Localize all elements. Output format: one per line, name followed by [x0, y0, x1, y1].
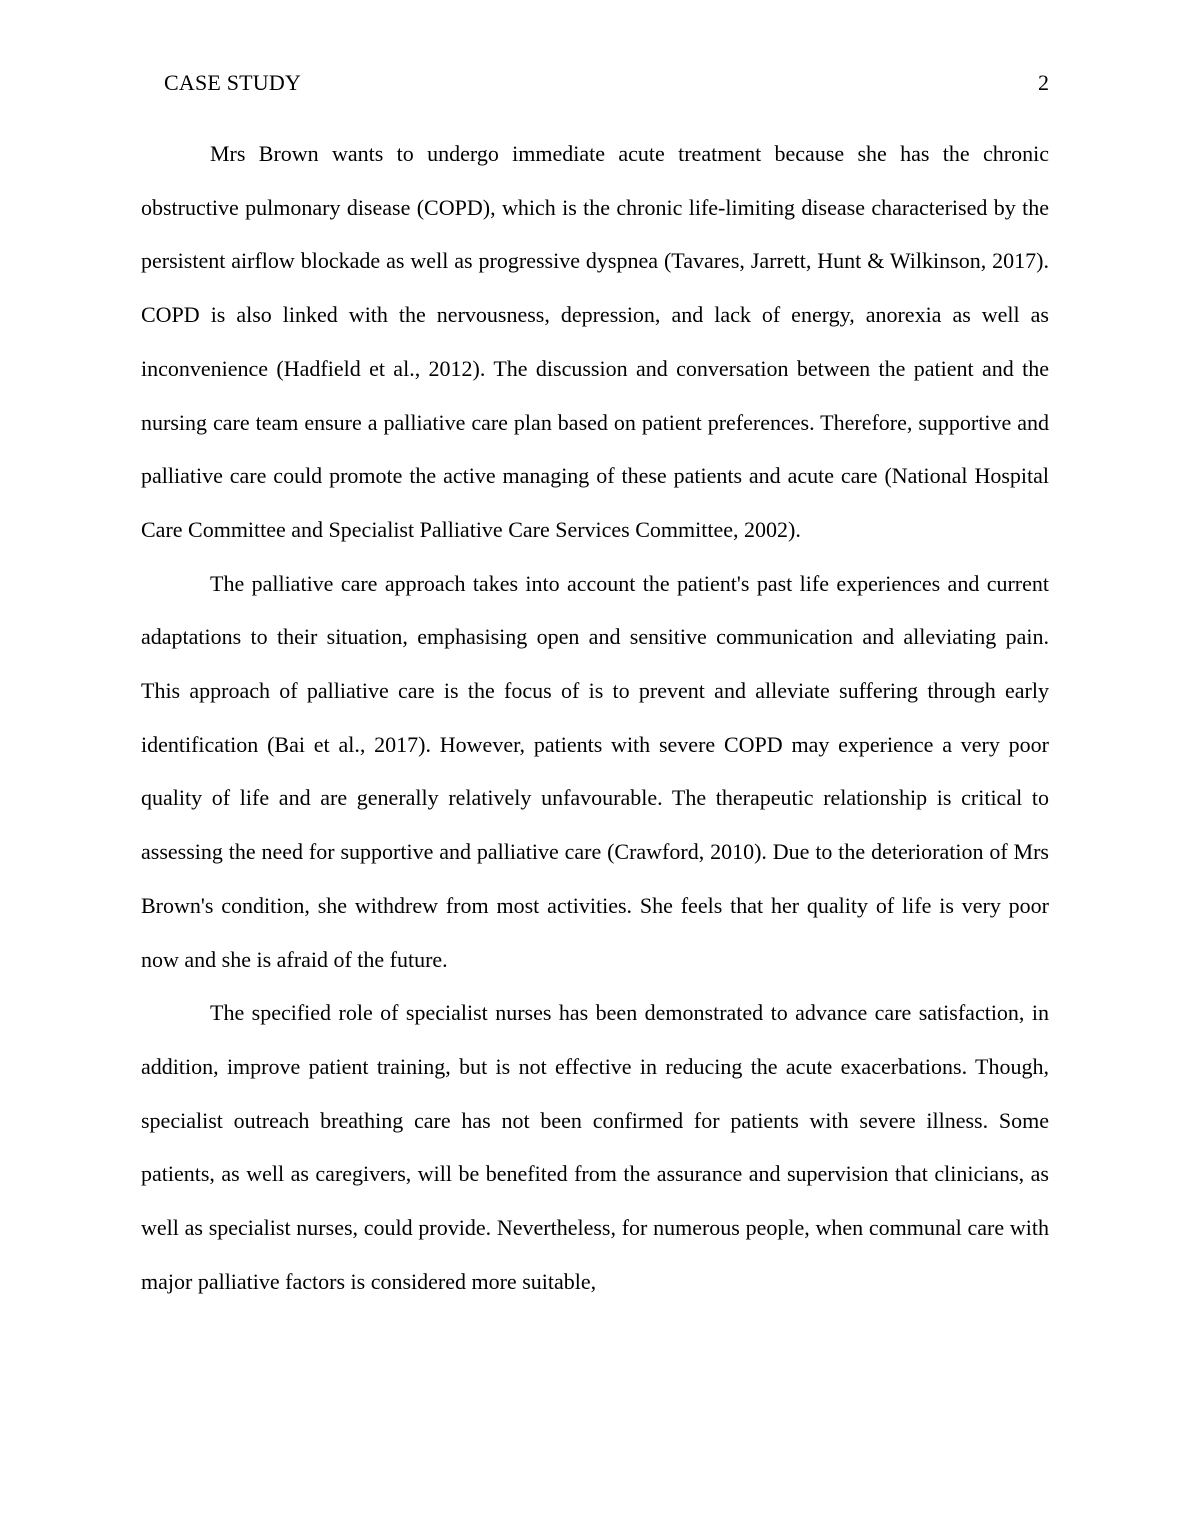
paragraph-2: The palliative care approach takes into account the patient's past life experiences and current adaptations to their situation, emphasising open and sensitive communication and alleviating pain. This approach of palliative care is the focus of is to prevent and alleviate suffering through early identification (Bai et al., 2017). However, patients with severe COPD may experience a very poor quality of life and are generally relatively unfavourable. The therapeutic relationship is critical to assessing the need for supportive and palliative care (Crawford, 2010). Due to the deterioration of Mrs Brown's condition, she withdrew from most activities. She feels that her quality of life is very poor now and she is afraid of the future.: [141, 570, 1049, 972]
running-head: CASE STUDY: [164, 70, 302, 95]
paragraph-3: The specified role of specialist nurses has been demonstrated to advance care satisfaction, in addition, improve patient training, but is not effective in reducing the acute exacerbations. Though, specialist outreach breathing care has not been confirmed for patients with severe illness. Some patients, as well as caregivers, will be benefited from the assurance and supervision that clinicians, as well as specialist nurses, could provide. Nevertheless, for numerous people, when communal care with major palliative factors is considered more suitable,: [141, 1000, 1049, 1294]
body-text: [141, 127, 1049, 1308]
page-number: 2: [1038, 70, 1049, 95]
paragraph-1: Mrs Brown wants to undergo immediate acute treatment because she has the chronic obstructive pulmonary disease (COPD), which is the chronic life-limiting disease characterised by the persistent airflow blockade as well as progressive dyspnea (Tavares, Jarrett, Hunt & Wilkinson, 2017). COPD is also linked with the nervousness, depression, and lack of energy, anorexia as well as inconvenience (Hadfield et al., 2012). The discussion and conversation between the patient and the nursing care team ensure a palliative care plan based on patient preferences. Therefore, supportive and palliative care could promote the active managing of these patients and acute care (National Hospital Care Committee and Specialist Palliative Care Services Committee, 2002).: [141, 141, 1049, 542]
